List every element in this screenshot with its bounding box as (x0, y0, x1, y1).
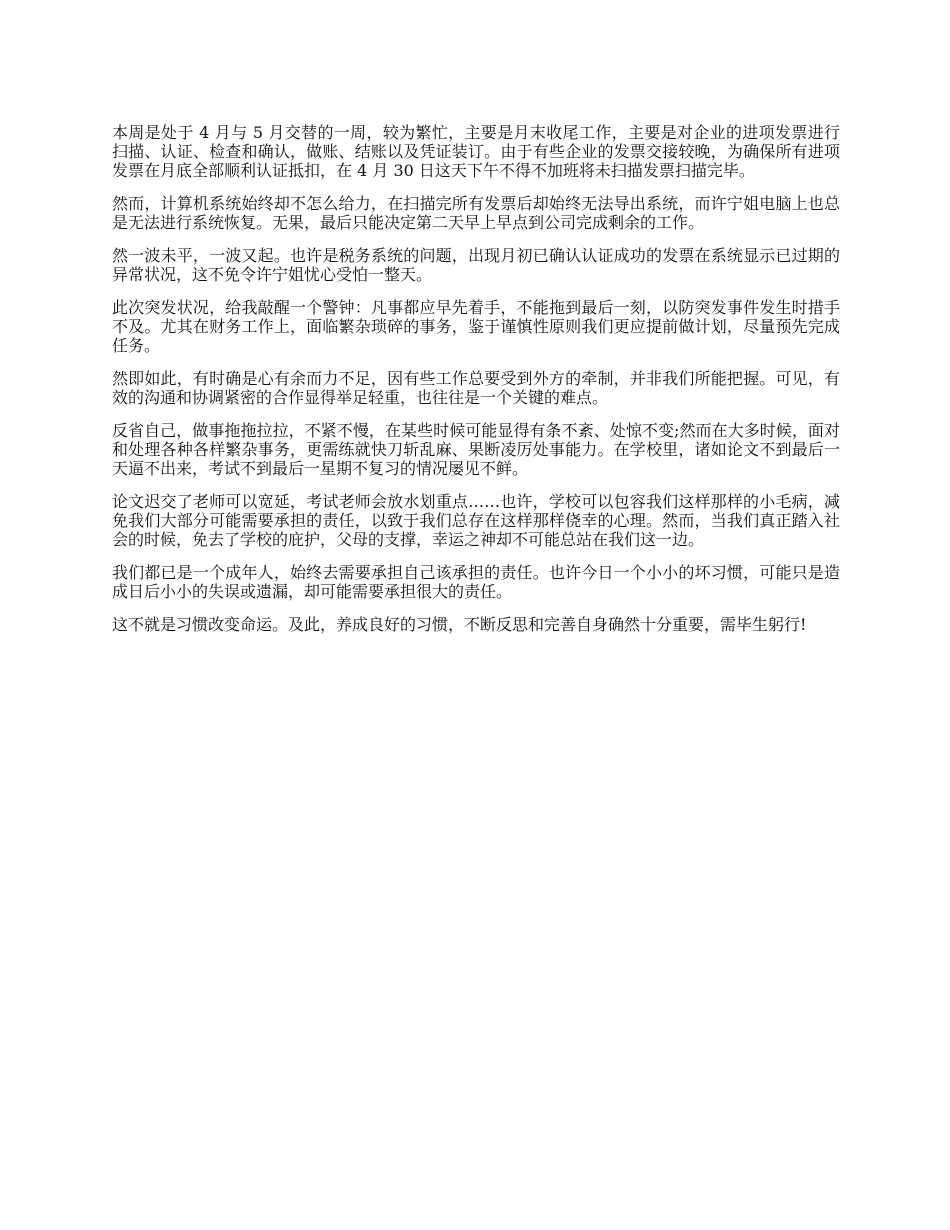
paragraph-2: 然而，计算机系统始终却不怎么给力，在扫描完所有发票后却始终无法导出系统，而许宁姐电脑上也总是无法进行系统恢复。无果，最后只能决定第二天早上早点到公司完成剩余的工作。 (112, 194, 840, 232)
paragraph-4: 此次突发状况，给我敲醒一个警钟：凡事都应早先着手，不能拖到最后一刻，以防突发事件发生时措手不及。尤其在财务工作上，面临繁杂琐碎的事务，鉴于谨慎性原则我们更应提前做计划，尽量预先完成任务。 (112, 298, 840, 355)
paragraph-8: 我们都已是一个成年人，始终去需要承担自己该承担的责任。也许今日一个小小的坏习惯，可能只是造成日后小小的失误或遗漏，却可能需要承担很大的责任。 (112, 563, 840, 601)
paragraph-7: 论文迟交了老师可以宽延，考试老师会放水划重点……也许，学校可以包容我们这样那样的小毛病，减免我们大部分可能需要承担的责任，以致于我们总存在这样那样侥幸的心理。然而，当我们真正踏入社会的时候，免去了学校的庇护，父母的支撑，幸运之神却不可能总站在我们这一边。 (112, 492, 840, 549)
paragraph-5: 然即如此，有时确是心有余而力不足，因有些工作总要受到外方的牵制，并非我们所能把握。可见，有效的沟通和协调紧密的合作显得举足轻重，也往往是一个关键的难点。 (112, 369, 840, 407)
document-body (112, 123, 840, 648)
paragraph-1: 本周是处于 4 月与 5 月交替的一周，较为繁忙，主要是月末收尾工作，主要是对企业的进项发票进行扫描、认证、检查和确认，做账、结账以及凭证装订。由于有些企业的发票交接较晚，为确保所有进项发票在月底全部顺利认证抵扣，在 4 月 30 日这天下午不得不加班将未扫描发票扫描完毕。 (112, 123, 840, 180)
paragraph-3: 然一波未平，一波又起。也许是税务系统的问题，出现月初已确认认证成功的发票在系统显示已过期的异常状况，这不免令许宁姐忧心受怕一整天。 (112, 246, 840, 284)
paragraph-6: 反省自己，做事拖拖拉拉，不紧不慢，在某些时候可能显得有条不紊、处惊不变;然而在大多时候，面对和处理各种各样繁杂事务，更需练就快刀斩乱麻、果断凌厉处事能力。在学校里，诸如论文不到最后一天逼不出来，考试不到最后一星期不复习的情况屡见不鲜。 (112, 421, 840, 478)
paragraph-9: 这不就是习惯改变命运。及此，养成良好的习惯，不断反思和完善自身确然十分重要，需毕生躬行! (112, 615, 807, 634)
